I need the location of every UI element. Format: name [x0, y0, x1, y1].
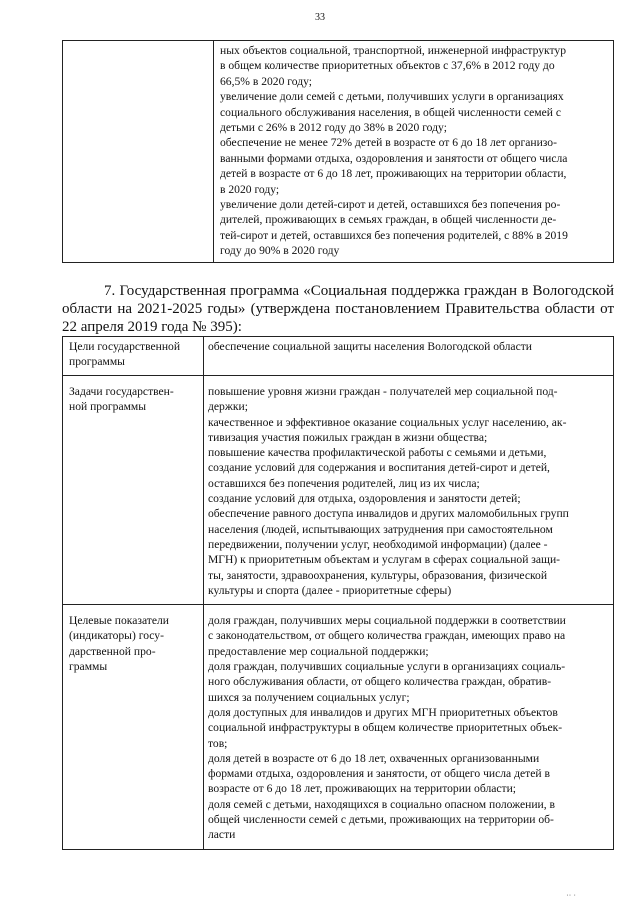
- table-row-tasks: [63, 376, 614, 605]
- text-line: увеличение доли детей-сирот и детей, оставшихся без попечения ро-: [220, 198, 561, 212]
- text-line: культуры и спорта (далее - приоритетные сферы): [208, 583, 452, 597]
- text-line: шихся за получением социальных услуг;: [208, 690, 410, 704]
- section-heading-text: 7. Государственная программа «Социальная поддержка граждан в Вологодской области на 2021-2025 годы» (утверждена постановлением Правительства области от 22 апреля 2019 года № 395):: [62, 283, 614, 335]
- text-line: дителей, проживающих в семьях граждан, в общей численности де-: [220, 213, 557, 227]
- row-content: [204, 337, 614, 376]
- text-line: МГН) к приоритетным объектам и услугам в сферах социальной защи-: [208, 553, 561, 567]
- row-label: [63, 376, 204, 605]
- text-line: тей-сирот и детей, оставшихся без попечения родителей, с 88% в 2019: [220, 228, 568, 242]
- text-line: в общем количестве приоритетных объектов с 37,6% в 2012 году до: [220, 59, 555, 73]
- text-line: предоставление мер социальной поддержки;: [208, 644, 429, 658]
- text-line: Целевые показатели: [69, 614, 169, 628]
- text-line: ванными формами отдыха, оздоровления и занятости от общего числа: [220, 151, 568, 165]
- table-cell-content: [214, 41, 614, 263]
- text-line: обеспечение социальной защиты населения Вологодской области: [208, 340, 532, 353]
- text-line: повышение уровня жизни граждан - получателей мер социальной под-: [208, 385, 558, 398]
- table-row: [63, 41, 614, 263]
- text-line: доля детей в возрасте от 6 до 18 лет, охваченных организованными: [208, 751, 540, 765]
- text-line: формами отдыха, оздоровления и занятости, от общего числа детей в: [208, 767, 550, 781]
- row-content: [204, 376, 614, 605]
- text-line: ных объектов социальной, транспортной, инженерной инфраструктур: [220, 44, 567, 57]
- text-line: тивизация участия пожилых граждан в жизни общества;: [208, 430, 488, 444]
- text-line: передвижении, получении услуг, необходимой информации) (далее -: [208, 537, 548, 551]
- text-line: дарственной про-: [69, 644, 156, 658]
- text-line: возрасте от 6 до 18 лет, проживающих на территории области;: [208, 782, 517, 796]
- row-label: [63, 337, 204, 376]
- table-cell-empty: [63, 41, 214, 263]
- program-passport-table: [62, 336, 614, 850]
- text-line: ного обслуживания области, от общего количества граждан, обратив-: [208, 675, 552, 689]
- text-line: качественное и эффективное оказание социальных услуг населению, ак-: [208, 415, 567, 429]
- table-row-goals: [63, 337, 614, 376]
- text-line: доля семей с детьми, находящихся в социально опасном положении, в: [208, 797, 556, 811]
- table-row-indicators: [63, 605, 614, 849]
- row-label: [63, 605, 204, 849]
- text-line: граммы: [69, 660, 108, 674]
- text-line: общей численности семей с детьми, проживающих на территории об-: [208, 813, 554, 827]
- text-line: держки;: [208, 400, 248, 414]
- scan-mark: ˙˙ ˙: [566, 893, 576, 902]
- text-line: доля доступных для инвалидов и других МГН приоритетных объектов: [208, 705, 558, 719]
- text-line: тов;: [208, 736, 228, 750]
- text-line: социальной инфраструктуры в общем количестве приоритетных объек-: [208, 721, 563, 735]
- text-line: обеспечение не менее 72% детей в возрасте от 6 до 18 лет организо-: [220, 136, 557, 150]
- page-number: 33: [315, 12, 325, 23]
- text-line: детей в возрасте от 6 до 18 лет, проживающих на территории области,: [220, 167, 567, 181]
- text-line: создание условий для отдыха, оздоровления и занятости детей;: [208, 492, 521, 506]
- continued-program-table: [62, 40, 614, 263]
- text-line: году до 90% в 2020 году: [220, 244, 340, 258]
- text-line: оставшихся без попечения родителей, лиц из их числа;: [208, 476, 480, 490]
- text-line: социального обслуживания населения, в общей численности семей с: [220, 105, 562, 119]
- text-line: повышение качества профилактической работы с семьями и детьми,: [208, 446, 547, 460]
- text-line: ласти: [208, 828, 236, 842]
- text-line: доля граждан, получивших меры социальной поддержки в соответствии: [208, 614, 566, 628]
- text-line: создание условий для содержания и воспитания детей-сирот и детей,: [208, 461, 550, 475]
- text-line: доля граждан, получивших социальные услуги в организациях социаль-: [208, 660, 566, 674]
- text-line: населения (людей, испытывающих затруднения при самостоятельном: [208, 522, 553, 536]
- text-line: увеличение доли семей с детьми, получивших услуги в организациях: [220, 90, 564, 104]
- text-line: ты, занятости, здравоохранения, культуры, образования, физической: [208, 568, 548, 582]
- text-line: детьми с 26% в 2012 году до 38% в 2020 году;: [220, 121, 447, 135]
- text-line: Цели государственной: [69, 340, 181, 353]
- text-line: в 2020 году;: [220, 182, 280, 196]
- text-line: Задачи государствен-: [69, 385, 174, 398]
- section-heading: [62, 282, 614, 336]
- text-line: 66,5% в 2020 году;: [220, 74, 312, 88]
- row-content: [204, 605, 614, 849]
- text-line: обеспечение равного доступа инвалидов и других маломобильных групп: [208, 507, 569, 521]
- text-line: (индикаторы) госу-: [69, 629, 164, 643]
- text-line: ной программы: [69, 400, 147, 414]
- text-line: с законодательством, от общего количества граждан, имеющих право на: [208, 629, 566, 643]
- text-line: программы: [69, 355, 125, 369]
